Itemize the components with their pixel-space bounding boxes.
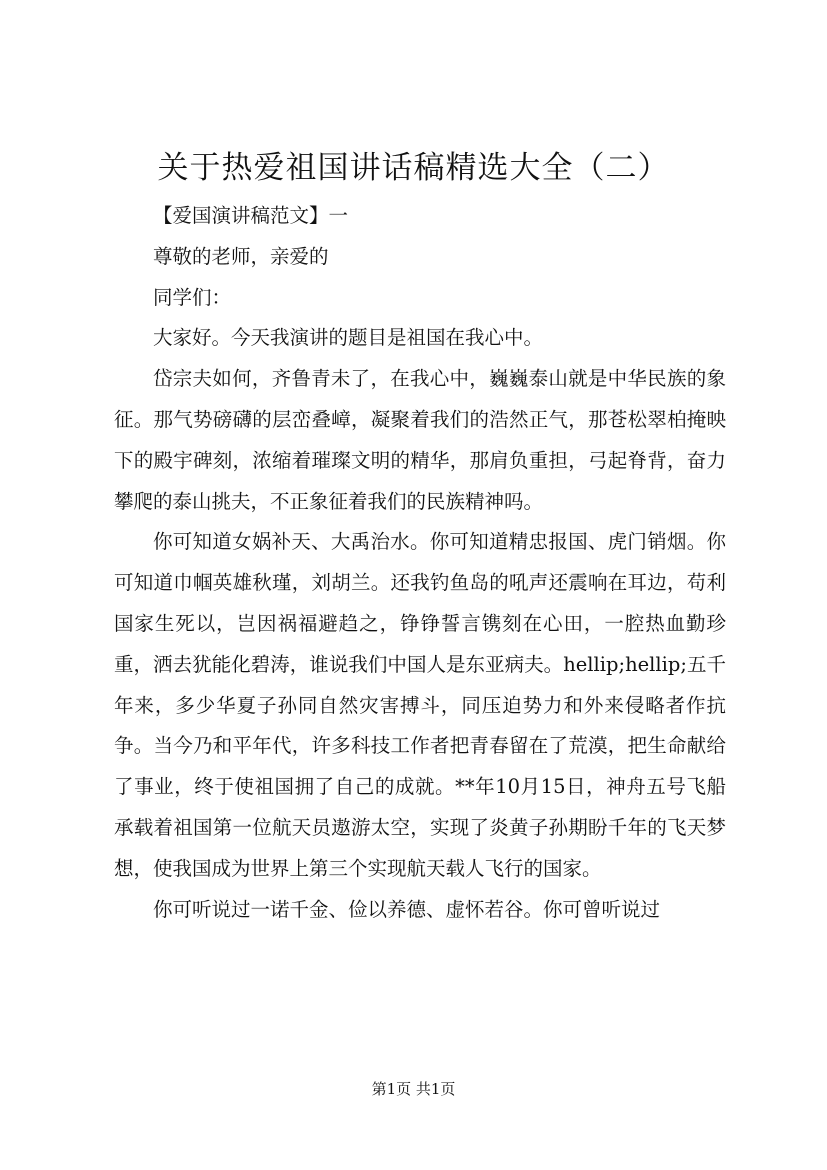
paragraph-salutation-cont: 同学们：: [153, 285, 232, 309]
document-body: [114, 196, 726, 930]
paragraph-taishan: 岱宗夫如何，齐鲁青未了，在我心中，巍巍泰山就是中华民族的象征。那气势磅礴的层峦叠嶂，凝聚着我们的浩然正气，那苍松翠柏掩映下的殿宇碑刻，浓缩着璀璨文明的精华，那肩负重担，弓起脊背，奋力攀爬的泰山挑夫，不正象征着我们的民族精神吗。: [114, 367, 726, 513]
paragraph-history: 你可知道女娲补天、大禹治水。你可知道精忠报国、虎门销烟。你可知道巾帼英雄秋瑾，刘胡兰。还我钓鱼岛的吼声还震响在耳边，苟利国家生死以，岂因祸福避趋之，铮铮誓言镌刻在心田，一腔热血勤珍重，洒去犹能化碧涛，谁说我们中国人是东亚病夫。hellip;hellip;五千年来，多少华夏子孙同自然灾害搏斗，同压迫势力和外来侵略者作抗争。当今乃和平年代，许多科技工作者把青春留在了荒漠，把生命献给了事业，终于使祖国拥了自己的成就。**年10月15日，神舟五号飞船承载着祖国第一位航天员遨游太空，实现了炎黄子孙期盼千年的飞天梦想，使我国成为世界上第三个实现航天载人飞行的国家。: [114, 530, 726, 880]
page-footer: 第1页 共1页: [371, 1080, 456, 1098]
paragraph-greeting: 大家好。今天我演讲的题目是祖国在我心中。: [153, 326, 544, 350]
paragraph-heading: 【爱国演讲稿范文】一: [153, 204, 349, 227]
paragraph-salutation: 尊敬的老师，亲爱的: [153, 244, 329, 268]
document-title: 关于热爱祖国讲话稿精选大全（二）: [157, 150, 670, 186]
paragraph-virtues: 你可听说过一诺千金、俭以养德、虚怀若谷。你可曾听说过: [153, 897, 661, 921]
